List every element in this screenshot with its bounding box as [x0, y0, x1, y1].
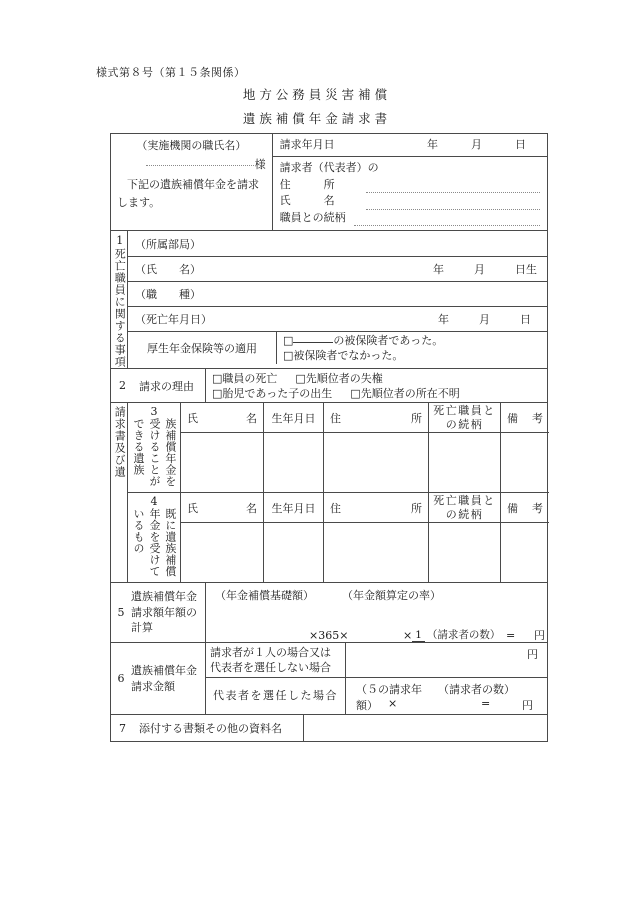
claimant-relation-input[interactable]	[354, 212, 540, 226]
reason-option-forfeiture[interactable]: □先順位者の失権	[295, 372, 383, 385]
birth-year: 年	[433, 263, 444, 276]
death-day: 日	[520, 313, 531, 326]
fraction	[412, 629, 502, 641]
reason-options-line-2	[212, 386, 541, 401]
rate-label: （年金額算定の率）	[342, 589, 441, 602]
section-2-title: 請求の理由	[139, 379, 194, 393]
col-header-note: 備 考	[507, 501, 543, 515]
section-3-entry-row	[181, 433, 549, 492]
section-6-label: 遺族補償年金請求金額	[131, 643, 206, 714]
col-header-note: 備 考	[507, 411, 543, 425]
multiply-sign: × 1 （請求者の数）	[403, 628, 501, 642]
insurance-options	[277, 332, 547, 364]
document-title-line-1: 地 方 公 務 員 災 害 補 償	[242, 87, 388, 102]
agency-label: （実施機関の職氏名）	[136, 139, 247, 152]
section-5-label: 遺族補償年金請求額年額の計算	[131, 583, 206, 642]
claimant-name-input[interactable]	[366, 196, 540, 210]
col-header-dob: 生年月日	[264, 493, 324, 522]
insurance-row	[128, 331, 547, 364]
claimant-name-row	[280, 193, 540, 210]
col-header-relation: 死亡職員との続柄	[429, 403, 501, 432]
birth-day: 日生	[515, 263, 537, 276]
claimant-address-row	[280, 177, 540, 194]
request-date-month: 月	[471, 138, 482, 152]
equals-sign: =	[481, 697, 491, 710]
col-header-relation: 死亡職員との続柄	[429, 493, 501, 522]
entry-relation[interactable]	[429, 523, 501, 582]
request-date-label: 請求年月日	[279, 138, 335, 152]
agency-block	[111, 134, 273, 230]
section-2-label	[111, 369, 206, 402]
entry-address[interactable]	[324, 433, 429, 492]
representative-headers	[356, 681, 515, 713]
section-1-body	[128, 231, 547, 368]
occupation-label: （職 種）	[135, 288, 201, 301]
yen-unit: 円	[522, 699, 533, 712]
header-block	[111, 134, 547, 230]
form-number: 様式第８号（第１５条関係）	[96, 66, 246, 79]
section-7-number: 7	[119, 721, 126, 735]
claimant-block	[273, 134, 547, 230]
section-2-options	[206, 369, 547, 402]
col-header-name: 氏 名	[181, 493, 264, 522]
honorific: 様	[254, 157, 266, 171]
section-3-label	[128, 403, 181, 492]
representative-label: 代表者を選任した場合	[206, 678, 346, 714]
form-table	[110, 133, 548, 742]
col-header-address: 住 所	[324, 493, 429, 522]
yen-unit: 円	[534, 629, 545, 642]
section-4-entry-row	[181, 523, 549, 582]
request-text-line-2: します。	[117, 195, 161, 209]
reason-options-line-1	[212, 371, 541, 386]
deceased-name-row[interactable]	[128, 256, 547, 281]
yen-unit: 円	[527, 648, 538, 661]
claimant-address-input[interactable]	[366, 179, 540, 193]
section-6-number: 6	[117, 672, 125, 685]
kinship-outer-vertical-label: 請求書及び遺	[111, 403, 128, 582]
claimant-relation-row	[280, 210, 540, 227]
section-5	[111, 582, 547, 642]
single-claimant-amount[interactable]	[346, 643, 547, 677]
section-4-label	[128, 493, 181, 582]
insurance-option-1[interactable]	[283, 334, 541, 349]
multiply-365: ×365×	[309, 628, 349, 642]
section-3	[128, 403, 549, 492]
entry-dob[interactable]	[264, 433, 324, 492]
claimant-fields	[273, 157, 547, 230]
section-1-vertical-label: 1死亡職員に関する事項	[111, 231, 128, 368]
death-date-row[interactable]	[128, 306, 547, 331]
col-header-address: 住 所	[324, 403, 429, 432]
section-7-label	[111, 715, 304, 741]
birth-date-fields[interactable]	[201, 261, 540, 277]
section-4-number: 4	[150, 495, 158, 508]
kinship-sections	[111, 402, 547, 582]
request-text-line-1: 下記の遺族補償年金を請求	[127, 177, 259, 191]
section-4	[128, 492, 549, 582]
section-6-rows	[206, 643, 547, 714]
section-3-number: 3	[150, 405, 158, 418]
death-date-fields[interactable]	[212, 311, 540, 327]
kinship-right	[128, 403, 549, 582]
request-date-day: 日	[515, 138, 526, 152]
agency-name-line	[117, 157, 266, 173]
occupation-row[interactable]	[128, 281, 547, 306]
entry-dob[interactable]	[264, 523, 324, 582]
section-7	[111, 714, 547, 741]
insurance-checkbox-1[interactable]: □	[283, 334, 294, 347]
claimant-count-label: （請求者の数）	[438, 683, 515, 696]
reason-option-death[interactable]: □職員の死亡	[212, 372, 278, 385]
fraction-denominator: （請求者の数）	[426, 629, 501, 642]
entry-address[interactable]	[324, 523, 429, 582]
section-7-input[interactable]	[304, 715, 547, 741]
section-4-vertical-text: いるもの 年金を受けて 既に遺族補償	[132, 508, 177, 577]
reason-option-unknown[interactable]: □先順位者の所在不明	[350, 387, 460, 401]
insurance-option-2[interactable]: □被保険者でなかった。	[283, 348, 404, 362]
agency-name-blank[interactable]	[146, 165, 254, 166]
calculation-headers	[215, 587, 541, 603]
section-5-number: 5	[117, 606, 125, 619]
section-5-calculation	[206, 583, 547, 642]
death-year: 年	[438, 313, 449, 326]
birth-month: 月	[474, 263, 485, 276]
col-header-name: 氏 名	[181, 403, 264, 432]
section-6-row-representative	[206, 677, 547, 714]
col-header-dob: 生年月日	[264, 403, 324, 432]
document-title-line-2: 遺 族 補 償 年 金 請 求 書	[242, 111, 388, 126]
claimant-name-label: 氏 名	[279, 194, 335, 207]
reason-option-birth[interactable]: □胎児であった子の出生	[212, 387, 333, 401]
section-6-row-single	[206, 643, 547, 677]
representative-amount[interactable]	[346, 678, 547, 714]
entry-name[interactable]	[181, 523, 264, 582]
single-claimant-label-line1: 請求者が１人の場合又は	[210, 645, 331, 659]
annual-amount-label: （５の請求年額）	[356, 683, 422, 712]
section-3-header-row	[181, 403, 549, 433]
request-date-fields[interactable]	[335, 137, 540, 153]
department-label: （所属部局）	[135, 237, 201, 251]
single-claimant-label	[206, 643, 346, 677]
entry-note[interactable]	[501, 433, 549, 492]
claimant-label: 請求者（代表者）の	[279, 161, 379, 174]
entry-relation[interactable]	[429, 433, 501, 492]
equals-sign: =	[506, 628, 516, 642]
section-1	[111, 230, 547, 368]
entry-name[interactable]	[181, 433, 264, 492]
death-month: 月	[479, 313, 490, 326]
section-2-number: 2	[119, 379, 126, 392]
single-claimant-label-line2: 代表者を選任しない場合	[210, 661, 331, 674]
department-row[interactable]	[128, 231, 547, 256]
insurance-option-1-text: の被保険者であった。	[333, 334, 444, 347]
insurance-blank-input[interactable]	[293, 342, 333, 343]
section-7-title: 添付する書類その他の資料名	[139, 722, 282, 735]
section-6	[111, 642, 547, 714]
deceased-name-label: （氏 名）	[135, 263, 201, 276]
death-date-label: （死亡年月日）	[135, 313, 212, 326]
fraction-numerator: 1	[412, 629, 425, 642]
claimant-address-label: 住 所	[279, 177, 335, 191]
section-2	[111, 368, 547, 402]
section-4-header-row	[181, 493, 549, 523]
request-date-row	[273, 134, 547, 157]
entry-note[interactable]	[501, 523, 549, 582]
multiply-sign: ×	[388, 697, 398, 710]
section-3-vertical-text: できる遺族 受けることが 族補償年金を	[132, 418, 177, 487]
request-date-year: 年	[427, 138, 438, 152]
insurance-label: 厚生年金保険等の適用	[128, 332, 277, 364]
section-3-table	[181, 403, 549, 492]
claimant-relation-label: 職員との続柄	[279, 210, 346, 224]
section-4-table	[181, 493, 549, 582]
base-amount-label: （年金補償基礎額）	[215, 589, 314, 602]
